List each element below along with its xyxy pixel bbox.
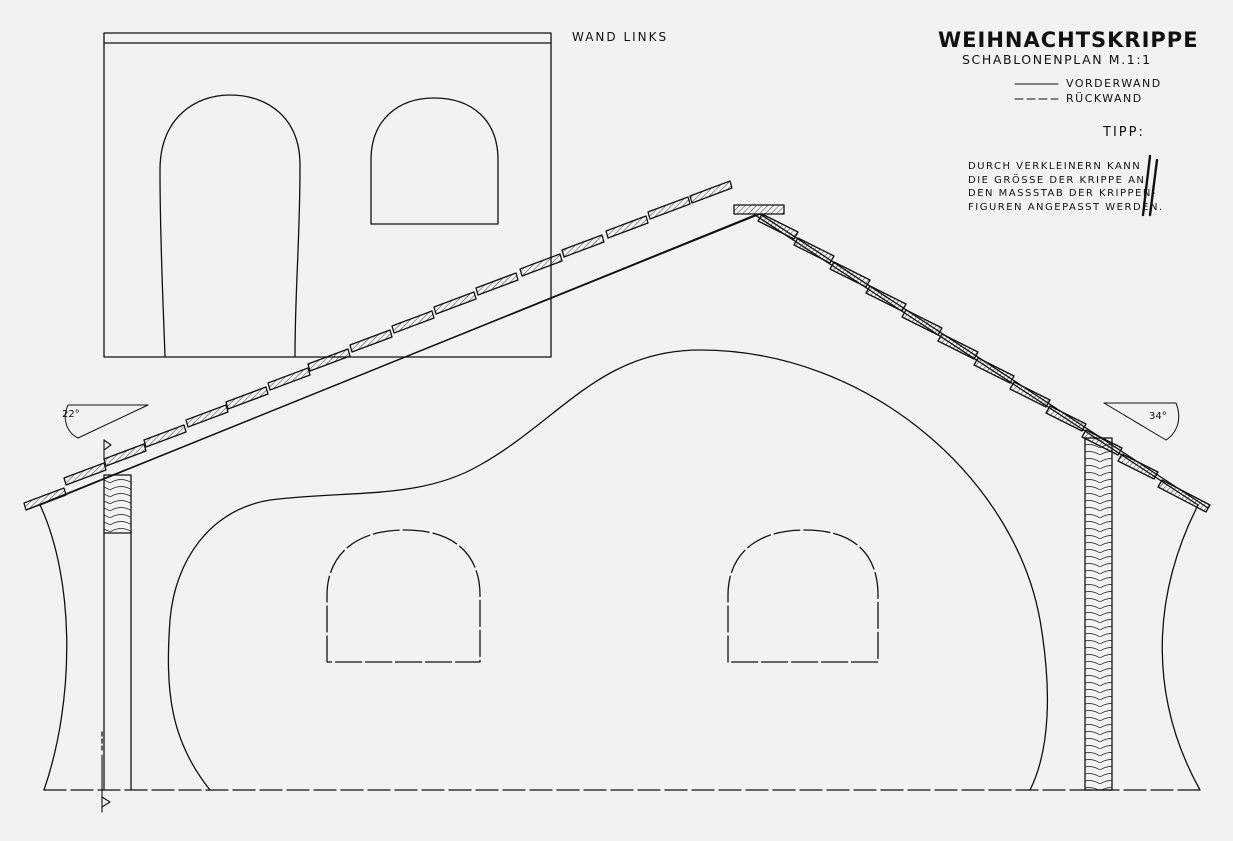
left-post [102,440,131,812]
roof-tiles-right [758,214,1210,512]
tip-line: DURCH VERKLEINERN KANN [968,161,1142,172]
left-window-dashed [327,530,480,662]
tip-text-block [968,160,1164,214]
roof-angle-right-label: 34° [1149,411,1167,422]
drawing-subtitle: SCHABLONENPLAN M.1:1 [962,52,1152,67]
angle-marker-right [1104,403,1179,440]
gable-wall [40,215,1200,790]
tip-line: DIE GRÖSSE DER KRIPPE AN [968,174,1146,186]
ridge-beam [734,205,784,214]
left-wall-panel [104,33,551,357]
roof-angle-left-label: 22° [62,409,80,420]
tip-heading: TIPP: [1103,125,1145,140]
tip-line: DEN MASSSTAB DER KRIPPEN- [968,188,1157,199]
left-post-beam [104,475,131,533]
right-window-dashed [728,530,878,662]
left-wall-label: WAND LINKS [572,30,669,44]
gable-outline [40,215,1198,505]
left-curved-edge [40,505,67,790]
drawing-title: WEIHNACHTSKRIPPE [938,28,1199,52]
right-post-beam [1085,438,1112,790]
right-curved-edge [1162,505,1200,790]
roof-tiles-left [24,181,760,510]
door-arch [160,95,300,356]
window-arch [371,98,498,224]
legend-back-wall-label: RÜCKWAND [1066,92,1143,105]
grotto-opening [168,350,1047,790]
tip-line: FIGUREN ANGEPASST WERDEN. [968,201,1164,213]
left-wall-outline [104,33,551,357]
legend-front-wall-label: VORDERWAND [1066,77,1162,90]
